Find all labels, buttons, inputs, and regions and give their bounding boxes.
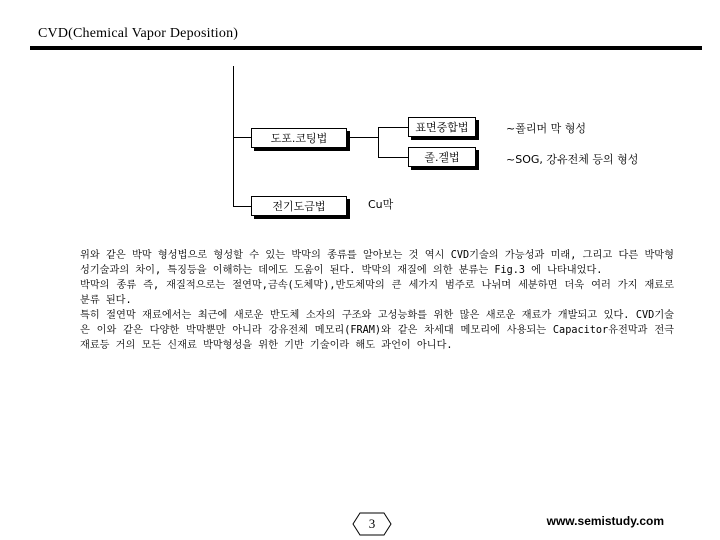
sub-branch-line xyxy=(378,127,379,157)
tree-branch-plating xyxy=(233,206,251,207)
electroplating-label: 전기도금법 xyxy=(272,200,326,213)
title-divider xyxy=(30,46,702,50)
paragraph: 박막의 종류 즉, 재질적으로는 절연막,금속(도체막),반도체막의 큰 세가지 범주로 나뉘며 세분하면 더욱 여러 가지 재료로 분류 된다. xyxy=(80,280,674,306)
body-text xyxy=(80,248,674,353)
note-polymer-film: ~폴리머 막 형성 xyxy=(506,122,586,135)
page-title: CVD(Chemical Vapor Deposition) xyxy=(38,26,239,41)
sub-branch-solgel xyxy=(378,157,408,158)
website-link[interactable]: www.semistudy.com xyxy=(546,514,664,528)
coating-method-box xyxy=(251,128,347,148)
note-sog-ferroelectric: ~SOG, 강유전체 등의 형성 xyxy=(506,153,639,166)
surface-polymerization-box xyxy=(408,117,476,137)
paragraph: 위와 같은 박막 형성법으로 형성할 수 있는 박막의 종류를 알아보는 것 역시 CVD기술의 가능성과 미래, 그리고 다른 박막형성기술과의 차이, 특징등을 이해하는 데에도 도움이 된다. 박막의 재질에 의한 분류는 Fig.3 에 나타내었다. xyxy=(80,250,674,276)
coating-method-label: 도포.코팅법 xyxy=(270,132,328,145)
page-number: 3 xyxy=(368,516,376,531)
note-cu-film: Cu막 xyxy=(368,198,394,211)
tree-branch-coating xyxy=(233,137,251,138)
sub-branch-surface xyxy=(378,127,408,128)
page-number-badge xyxy=(352,512,392,536)
sol-gel-label: 졸.겔법 xyxy=(424,151,460,164)
sol-gel-box xyxy=(408,147,476,167)
surface-polymerization-label: 표면중합법 xyxy=(415,121,469,134)
coating-connector xyxy=(350,137,378,138)
electroplating-box xyxy=(251,196,347,216)
paragraph: 특히 절연막 재료에서는 최근에 새로운 반도체 소자의 구조와 고성능화를 위한 많은 새로운 재료가 개발되고 있다. CVD기술은 이와 같은 다양한 박막뿐만 아니라 강유전체 메모리(FRAM)와 같은 차세대 메모리에 사용되는 Capacitor유전막과 전극재료등 거의 모든 신재료 박막형성을 위한 기반 기술이라 해도 과언이 아니다. xyxy=(80,310,674,351)
